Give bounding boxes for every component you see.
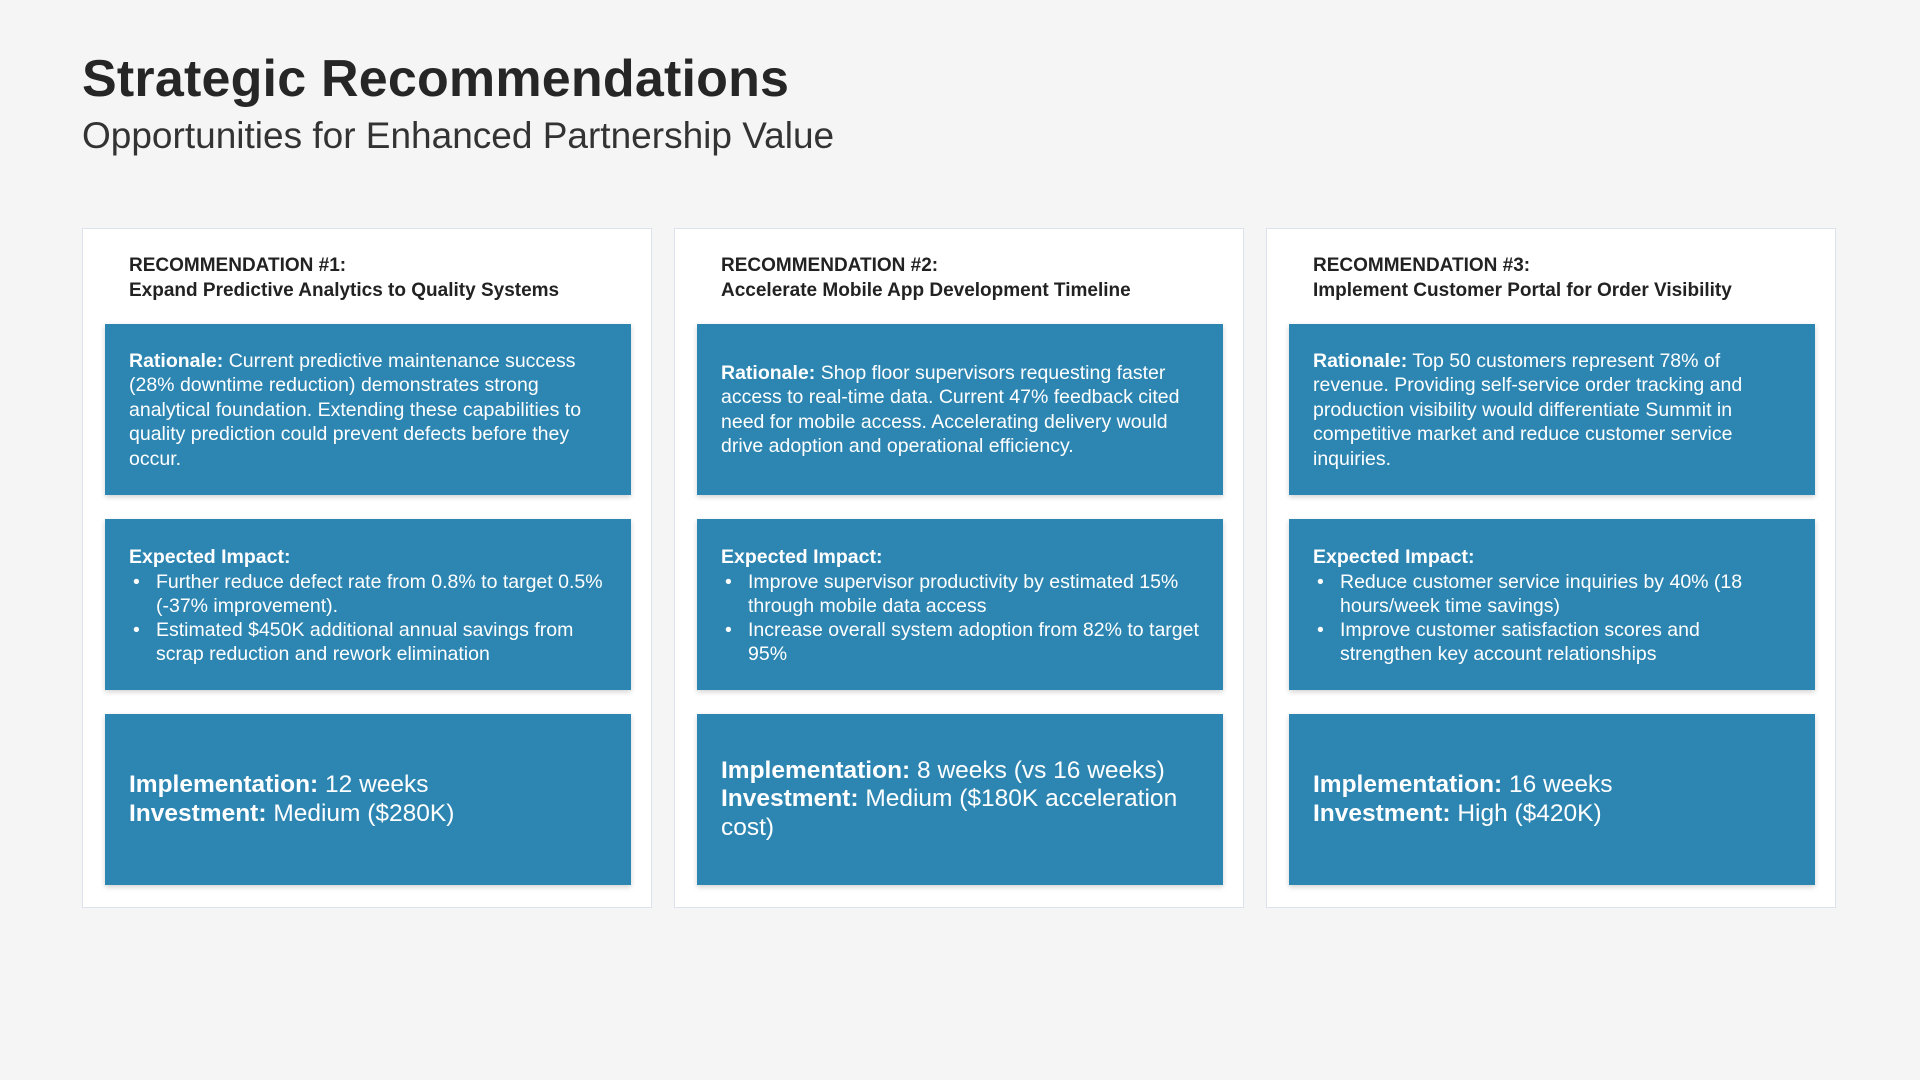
- rationale-text-block: [721, 361, 1201, 459]
- investment-label: Investment:: [721, 785, 859, 813]
- recommendation-card-1: [82, 228, 652, 908]
- card-heading: [105, 253, 629, 324]
- investment-label: Investment:: [1313, 799, 1451, 827]
- implementation-value: 8 weeks (vs 16 weeks): [917, 756, 1165, 784]
- expected-impact-panel: [105, 519, 631, 690]
- recommendation-title: Implement Customer Portal for Order Visibility: [1313, 280, 1732, 301]
- rationale-text: Top 50 customers represent 78% of revenue. Providing self-service order tracking and production visibility would differentiate Summit in competitive market and reduce customer service inquiries.: [1313, 349, 1743, 470]
- impact-list: [1313, 570, 1793, 666]
- expected-impact-panel: [1289, 519, 1815, 690]
- card-heading: [697, 253, 1221, 324]
- impact-list: [721, 570, 1201, 666]
- implementation-panel: [697, 714, 1223, 885]
- rationale-label: Rationale:: [129, 349, 224, 372]
- rationale-panel: [1289, 324, 1815, 495]
- implementation-label: Implementation:: [721, 756, 911, 784]
- page-title: Strategic Recommendations: [82, 50, 790, 108]
- implementation-label: Implementation:: [129, 771, 319, 799]
- impact-item: • Increase overall system adoption from 82% to target 95%: [748, 618, 1201, 666]
- expected-impact-label: Expected Impact:: [721, 546, 883, 569]
- investment-value: Medium ($280K): [273, 799, 455, 827]
- card-heading: [1289, 253, 1813, 324]
- recommendation-title: Expand Predictive Analytics to Quality Systems: [129, 280, 560, 301]
- investment-label: Investment:: [129, 799, 267, 827]
- implementation-label: Implementation:: [1313, 771, 1503, 799]
- recommendation-number: RECOMMENDATION #2:: [721, 255, 939, 276]
- implementation-panel: [105, 714, 631, 885]
- implementation-line: [129, 771, 609, 800]
- investment-line: [721, 785, 1201, 842]
- rationale-text-block: [129, 349, 609, 472]
- implementation-line: [721, 757, 1201, 786]
- implementation-line: [1313, 771, 1793, 800]
- investment-line: [1313, 800, 1793, 829]
- expected-impact-panel: [697, 519, 1223, 690]
- impact-list: [129, 570, 609, 666]
- implementation-panel: [1289, 714, 1815, 885]
- impact-item: • Estimated $450K additional annual savings from scrap reduction and rework elimination: [156, 618, 609, 666]
- expected-impact-label: Expected Impact:: [1313, 546, 1475, 569]
- impact-item: • Improve customer satisfaction scores and strengthen key account relationships: [1340, 618, 1793, 666]
- recommendation-number: RECOMMENDATION #3:: [1313, 255, 1531, 276]
- recommendation-cards: [82, 228, 1836, 908]
- implementation-value: 12 weeks: [325, 771, 429, 799]
- impact-item: • Improve supervisor productivity by estimated 15% through mobile data access: [748, 570, 1201, 618]
- rationale-text: Shop floor supervisors requesting faster access to real-time data. Current 47% feedback cited need for mobile access. Accelerating delivery would drive adoption and operational efficiency.: [721, 361, 1180, 458]
- recommendation-card-3: [1266, 228, 1836, 908]
- rationale-panel: [105, 324, 631, 495]
- investment-value: High ($420K): [1457, 799, 1602, 827]
- recommendation-title: Accelerate Mobile App Development Timeline: [721, 280, 1131, 301]
- rationale-label: Rationale:: [1313, 349, 1408, 372]
- recommendation-card-2: [674, 228, 1244, 908]
- rationale-label: Rationale:: [721, 361, 816, 384]
- rationale-text-block: [1313, 349, 1793, 472]
- expected-impact-label: Expected Impact:: [129, 546, 291, 569]
- rationale-panel: [697, 324, 1223, 495]
- rationale-text: Current predictive maintenance success (28% downtime reduction) demonstrates strong analytical foundation. Extending these capabilities to quality prediction could prevent defects before they occur.: [129, 349, 582, 470]
- page-subtitle: Opportunities for Enhanced Partnership Value: [82, 115, 835, 156]
- investment-value: Medium ($180K acceleration cost): [721, 785, 1178, 841]
- impact-item: • Further reduce defect rate from 0.8% to target 0.5% (-37% improvement).: [156, 570, 609, 618]
- implementation-value: 16 weeks: [1509, 771, 1613, 799]
- slide-header: [82, 48, 834, 160]
- recommendation-number: RECOMMENDATION #1:: [129, 255, 347, 276]
- investment-line: [129, 800, 609, 829]
- impact-item: • Reduce customer service inquiries by 40% (18 hours/week time savings): [1340, 570, 1793, 618]
